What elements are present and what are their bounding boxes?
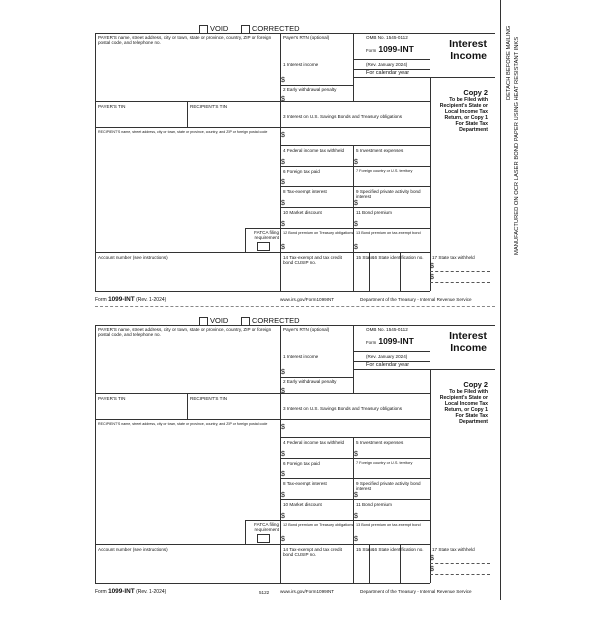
side-divider (500, 0, 501, 600)
box4-dollar: $ (281, 451, 285, 458)
box1-label: 1 Interest income (283, 62, 319, 67)
box9-label: 9 Specified private activity bond interest (356, 189, 421, 200)
box1-dollar: $ (281, 369, 285, 376)
corrected-label: CORRECTED (252, 316, 300, 325)
corrected-label: CORRECTED (252, 24, 300, 33)
box12-dollar: $ (281, 244, 285, 251)
payer-rtn-label: Payer's RTN (optional) (283, 35, 330, 40)
account-number-label: Account number (see instructions) (98, 255, 168, 260)
box17-dollar-2: $ (430, 566, 434, 573)
box11-dollar: $ (354, 513, 358, 520)
box5-label: 5 Investment expenses (356, 148, 404, 153)
box15-label: 15 State (356, 255, 374, 260)
omb-number: OMB No. 1545-0112 (366, 327, 408, 332)
box6-label: 6 Foreign tax paid (283, 461, 320, 466)
form-title: Interest Income (449, 330, 487, 354)
footer-department: Department of the Treasury - Internal Revenue Service (360, 589, 472, 594)
box14-label: 14 Tax-exempt and tax credit bond CUSIP no. (283, 547, 342, 558)
box3-dollar: $ (281, 132, 285, 139)
fatca-label: FATCA filing requirement (254, 230, 279, 241)
box8-dollar: $ (281, 492, 285, 499)
box6-dollar: $ (281, 471, 285, 478)
box10-dollar: $ (281, 513, 285, 520)
recipient-name-label: RECIPIENT'S name, street address, city or town, state or province, country, and ZIP or foreign postal code (98, 130, 268, 134)
account-number-label: Account number (see instructions) (98, 547, 168, 552)
box3-label: 3 Interest on U.S. Savings Bonds and Treasury obligations (283, 114, 402, 119)
box6-label: 6 Foreign tax paid (283, 169, 320, 174)
revision-label: (Rev. January 2024) (366, 62, 408, 67)
box1-label: 1 Interest income (283, 354, 319, 359)
omb-number: OMB No. 1545-0112 (366, 35, 408, 40)
form-title: Interest Income (449, 38, 487, 62)
footer-form-number: Form 1099-INT (Rev. 1-2024) (95, 588, 167, 595)
code-number: 5122 (259, 590, 270, 595)
box12-label: 12 Bond premium on Treasury obligations (283, 231, 354, 235)
box8-label: 8 Tax-exempt interest (283, 481, 327, 486)
box17-dollar-1: $ (430, 555, 434, 562)
box1-dollar: $ (281, 77, 285, 84)
fatca-checkbox[interactable] (257, 242, 270, 251)
box6-dollar: $ (281, 179, 285, 186)
copy-description: To be Filed with Recipient's State or Local Income Tax Return, or Copy 1 For State Tax Department (439, 389, 488, 426)
box11-dollar: $ (354, 221, 358, 228)
box12-label: 12 Bond premium on Treasury obligations (283, 523, 354, 527)
box2-label: 2 Early withdrawal penalty (283, 87, 337, 92)
recipient-name-label: RECIPIENT'S name, street address, city or town, state or province, country, and ZIP or foreign postal code (98, 422, 268, 426)
box9-label: 9 Specified private activity bond interest (356, 481, 421, 492)
side-text-detach: DETACH BEFORE MAILING (506, 25, 512, 100)
box14-label: 14 Tax-exempt and tax credit bond CUSIP no. (283, 255, 342, 266)
footer-url: www.irs.gov/Form1099INT (280, 297, 335, 302)
form-1099-int-bottom (95, 316, 495, 617)
box17-dollar-2: $ (430, 274, 434, 281)
calendar-year-label: For calendar year (366, 70, 410, 76)
payer-rtn-label: Payer's RTN (optional) (283, 327, 330, 332)
box10-label: 10 Market discount (283, 210, 322, 215)
box3-label: 3 Interest on U.S. Savings Bonds and Treasury obligations (283, 406, 402, 411)
box10-label: 10 Market discount (283, 502, 322, 507)
footer-form-number: Form 1099-INT (Rev. 1-2024) (95, 296, 167, 303)
form-1099-int-top (95, 24, 495, 325)
fatca-checkbox[interactable] (257, 534, 270, 543)
box17-label: 17 State tax withheld (432, 547, 475, 552)
payer-tin-label: PAYER'S TIN (98, 104, 126, 109)
box7-label: 7 Foreign country or U.S. territory (356, 169, 413, 173)
box8-label: 8 Tax-exempt interest (283, 189, 327, 194)
box13-label: 13 Bond premium on tax-exempt bond (356, 231, 421, 235)
box4-label: 4 Federal income tax withheld (283, 148, 345, 153)
box13-dollar: $ (354, 536, 358, 543)
box12-dollar: $ (281, 536, 285, 543)
box4-label: 4 Federal income tax withheld (283, 440, 345, 445)
box13-label: 13 Bond premium on tax-exempt bond (356, 523, 421, 527)
box5-dollar: $ (354, 159, 358, 166)
copy-label: Copy 2 (463, 88, 488, 97)
box2-dollar: $ (281, 96, 285, 103)
recipient-tin-label: RECIPIENT'S TIN (190, 396, 228, 401)
perforation-line (95, 306, 495, 307)
void-label: VOID (210, 316, 229, 325)
box2-label: 2 Early withdrawal penalty (283, 379, 337, 384)
box17-label: 17 State tax withheld (432, 255, 475, 260)
box7-label: 7 Foreign country or U.S. territory (356, 461, 413, 465)
fatca-label: FATCA filing requirement (254, 522, 279, 533)
box17-dollar-1: $ (430, 263, 434, 270)
box2-dollar: $ (281, 388, 285, 395)
box10-dollar: $ (281, 221, 285, 228)
void-label: VOID (210, 24, 229, 33)
footer-url: www.irs.gov/Form1099INT (280, 589, 335, 594)
footer-department: Department of the Treasury - Internal Revenue Service (360, 297, 472, 302)
calendar-year-label: For calendar year (366, 362, 410, 368)
form-number-block: Form 1099-INT (366, 44, 414, 54)
box13-dollar: $ (354, 244, 358, 251)
revision-label: (Rev. January 2024) (366, 354, 408, 359)
copy-description: To be Filed with Recipient's State or Local Income Tax Return, or Copy 1 For State Tax Department (439, 97, 488, 134)
box15-label: 15 State (356, 547, 374, 552)
box3-dollar: $ (281, 424, 285, 431)
box11-label: 11 Bond premium (356, 502, 392, 507)
form-number-block: Form 1099-INT (366, 336, 414, 346)
recipient-tin-label: RECIPIENT'S TIN (190, 104, 228, 109)
box8-dollar: $ (281, 200, 285, 207)
box16-label: 16 State identification no. (372, 255, 424, 260)
box9-dollar: $ (354, 492, 358, 499)
payer-name-label: PAYER'S name, street address, city or town, state or province, country, ZIP or foreign postal code, and telephone no. (98, 35, 272, 46)
box16-label: 16 State identification no. (372, 547, 424, 552)
copy-label: Copy 2 (463, 380, 488, 389)
payer-tin-label: PAYER'S TIN (98, 396, 126, 401)
box4-dollar: $ (281, 159, 285, 166)
side-text-manufactured: MANUFACTURED ON OCR LASER BOND PAPER USING HEAT RESISTANT INKS (514, 36, 520, 255)
payer-name-label: PAYER'S name, street address, city or town, state or province, country, ZIP or foreign postal code, and telephone no. (98, 327, 272, 338)
box11-label: 11 Bond premium (356, 210, 392, 215)
box9-dollar: $ (354, 200, 358, 207)
box5-dollar: $ (354, 451, 358, 458)
box5-label: 5 Investment expenses (356, 440, 404, 445)
